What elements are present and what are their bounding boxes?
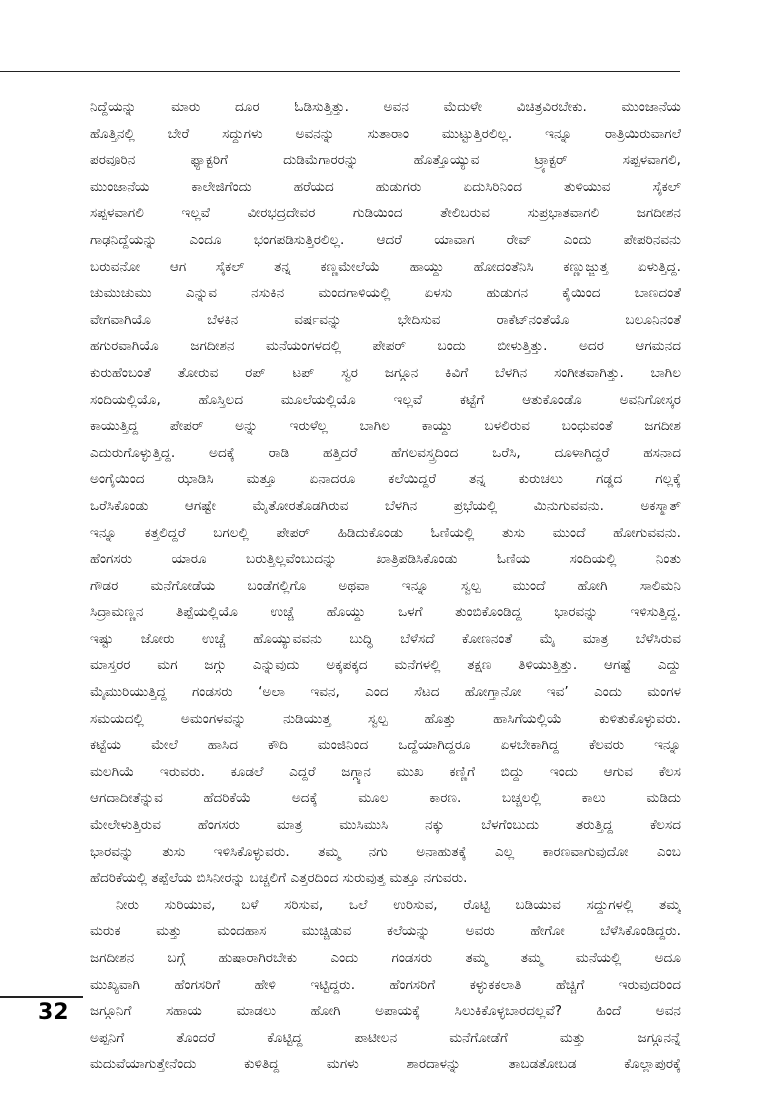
text-line: ನಿದ್ದೆಯನ್ನು ಮಾರು ದೂರ ಓಡಿಸುತ್ತಿತ್ತು. ಅವನ ಮೆದುಳೇ ವಿಚಿತ್ರವಿರಬೇಕು. ಮುಂಜಾನೆಯ (90, 99, 681, 115)
text-line: ಹೆದರಿಕೆಯಲ್ಲಿ ತಪ್ಪೆಲೆಯ ಬಿಸಿನೀರನ್ನು ಬಚ್ಚಲಿಗೆ ಎತ್ತರದಿಂದ ಸುರುವುತ್ತ ಮತ್ತೂ ನಗುವರು. (90, 870, 468, 887)
text-line: ಎದುರುಗೊಳ್ಳುತ್ತಿದ್ದ. ಅದಕ್ಕೆ ರಾಡಿ ಹತ್ತಿದರೆ ಹೆಗಲವಸ್ತ್ರದಿಂದ ಒರೆಸಿ, ದೂಳಾಗಿದ್ದರೆ ಹಸನಾದ (90, 444, 681, 461)
text-line: ಕುರುಹೆಂಬಂತೆ ತೋರುವ ರಪ್ ಟಪ್ ಸ್ವರ ಜಗ್ಗೂನ ಕಿವಿಗೆ ಬೆಳಗಿನ ಸಂಗೀತವಾಗಿತ್ತು. ಬಾಗಿಲ (90, 364, 681, 381)
text-line: ಸಪ್ಪಳವಾಗಲಿ ಇಲ್ಲವೆ ವೀರಭದ್ರದೇವರ ಗುಡಿಯಿಂದ ತೇಲಿಬರುವ ಸುಪ್ರಭಾತವಾಗಲಿ ಜಗದೀಶನ (90, 205, 681, 222)
text-line: ಹೊತ್ತಿನಲ್ಲಿ ಬೇರೆ ಸದ್ದುಗಳು ಅವನನ್ನು ಸುತಾರಾಂ ಮುಟ್ಟುತ್ತಿರಲಿಲ್ಲ. ಇನ್ನೂ ರಾತ್ರಿಯಿರುವಾಗಲೆ (90, 125, 681, 142)
text-line: ಸಮಯದಲ್ಲಿ ಅಮಂಗಳವನ್ನು ನುಡಿಯುತ್ತ ಸ್ವಲ್ಪ ಹೊತ್ತು ಹಾಸಿಗೆಯಲ್ಲಿಯೆ ಕುಳಿತುಕೊಳ್ಳುವರು. (90, 710, 681, 727)
paragraph-2 (90, 892, 681, 1078)
text-line: ಅಪ್ಪನಿಗೆ ತೊಂದರೆ ಕೊಟ್ಟಿದ್ದ ಪಾಟೀಲನ ಮನೆಗೋಡೆಗೆ ಮತ್ತು ಜಗ್ಗೂನನ್ನೆ (90, 1029, 681, 1046)
footer-rule (0, 996, 83, 998)
text-line: ಮುಂಜಾನೆಯ ಕಾಲೇಜಿಗೆಂದು ಹರೆಯದ ಹುಡುಗರು ಏದುಸಿರಿನಿಂದ ತುಳಿಯುವ ಸೈಕಲ್ (90, 178, 681, 195)
text-line: ಗಾಢನಿದ್ದೆಯನ್ನು ಎಂದೂ ಭಂಗಪಡಿಸುತ್ತಿರಲಿಲ್ಲ. ಆದರೆ ಯಾವಾಗ ರೇವ್ ಎಂದು ಪೇಪರಿನವನು (90, 231, 681, 248)
paragraph-1 (90, 94, 681, 892)
body-text (90, 94, 681, 1078)
text-line: ನೀರು ಸುರಿಯುವ, ಬಳೆ ಸರಿಸುವ, ಒಲೆ ಉರಿಸುವ, ರೊಟ್ಟಿ ಬಡಿಯುವ ಸದ್ದುಗಳಲ್ಲಿ ತಮ್ಮ (116, 896, 681, 913)
text-line: ಹಗುರವಾಗಿಯೊ ಜಗದೀಶನ ಮನೆಯಂಗಳದಲ್ಲಿ ಪೇಪರ್ ಬಂದು ಬೀಳುತ್ತಿತ್ತು. ಅದರ ಆಗಮನದ (90, 338, 681, 355)
text-line: ಮುಖ್ಯವಾಗಿ ಹೆಂಗಸರಿಗೆ ಹೇಳಿ ಇಟ್ಟಿದ್ದರು. ಹೆಂಗಸರಿಗೆ ಕಳ್ಳುಕಕಲಾತಿ ಹೆಚ್ಚಿಗೆ ಇರುವುದರಿಂದ (90, 976, 681, 993)
text-line: ಭಾರವನ್ನು ತುಸು ಇಳಿಸಿಕೊಳ್ಳುವರು. ತಮ್ಮ ನಗು ಅನಾಹುತಕ್ಕೆ ಎಲ್ಲ ಕಾರಣವಾಗುವುದೋ ಎಂಬ (90, 843, 681, 860)
text-line: ಮಲಗಿಯೆ ಇರುವರು. ಕೂಡಲೆ ಎದ್ದರೆ ಜಗ್ಗ್ಯಾನ ಮುಖ ಕಣ್ಣಿಗೆ ಬಿದ್ದು ಇಂದು ಆಗುವ ಕೆಲಸ (90, 763, 681, 780)
page-number: 32 (38, 1000, 69, 1025)
top-rule (0, 71, 680, 72)
text-line: ಮೈಮುರಿಯುತ್ತಿದ್ದ ಗಂಡಸರು ‘ಅಲಾ ಇವನ, ಎಂದ ಸೆಟದ ಹೋಗ್ತಾನೋ ಇವ’ ಎಂದು ಮಂಗಳ (90, 684, 681, 701)
text-line: ಮೇಲೇಳುತ್ತಿರುವ ಹೆಂಗಸರು ಮಾತ್ರ ಮುಸಿಮುಸಿ ನಕ್ಕು ಬೆಳಗೆಂಬುದು ತರುತ್ತಿದ್ದ ಕೆಲಸದ (90, 817, 681, 834)
text-line: ಪರವೂರಿನ ಫ್ಯಾಕ್ಟರಿಗೆ ದುಡಿಮೆಗಾರರನ್ನು ಹೊತ್ತೊಯ್ಯುವ ಟ್ರ್ಯಾಕ್ಟರ್ ಸಪ್ಪಳವಾಗಲಿ, (90, 152, 681, 169)
text-line: ಜಗ್ಗೂನಿಗೆ ಸಹಾಯ ಮಾಡಲು ಹೋಗಿ ಅಪಾಯಕ್ಕೆ ಸಿಲುಕಿಕೊಳ್ಳಬಾರದಲ್ಲವೆ? ಹಿಂದೆ ಅವನ (90, 1003, 681, 1020)
text-line: ಮದುವೆಯಾಗುತ್ತೇನೆಂದು ಕುಳಿತಿದ್ದ ಮಗಳು ಶಾರದಾಳನ್ನು ತಾಬಡತೋಬಡ ಕೊಲ್ಲಾಪುರಕ್ಕೆ (90, 1056, 681, 1073)
text-line: ಸಿದ್ರಾಮಣ್ಣನ ತಿಪ್ಪೆಯಲ್ಲಿಯೊ ಉಚ್ಚೆ ಹೊಯ್ದು ಒಳಗೆ ತುಂಬಿಕೊಂಡಿದ್ದ ಭಾರವನ್ನು ಇಳಿಸುತ್ತಿದ್ದ. (90, 604, 681, 621)
text-line: ಅಂಗೈಯಿಂದ ಝಾಡಿಸಿ ಮತ್ತೂ ಏನಾದರೂ ಕಲೆಯಿದ್ದರೆ ತನ್ನ ಕುರುಚಲು ಗಡ್ಡದ ಗಲ್ಲಕ್ಕೆ (90, 471, 681, 488)
text-line: ಗೌಡರ ಮನೆಗೋಡೆಯ ಬಂಡೆಗಲ್ಲಿಗೊ ಅಥವಾ ಇನ್ನೂ ಸ್ವಲ್ಪ ಮುಂದೆ ಹೋಗಿ ಸಾಲಿಮನಿ (90, 577, 681, 594)
text-line: ಕಾಯುತ್ತಿದ್ದ ಪೇಪರ್ ಅನ್ನು ಇರುಳೆಲ್ಲ ಬಾಗಿಲ ಕಾಯ್ದು ಬಳಲಿರುವ ಬಂಧುವಂತೆ ಜಗದೀಶ (90, 418, 681, 435)
text-line: ಹೆಂಗಸರು ಯಾರೂ ಬರುತ್ತಿಲ್ಲವೆಂಬುದನ್ನು ಖಾತ್ರಿಪಡಿಸಿಕೊಂಡು ಓಣಿಯ ಸಂದಿಯಲ್ಲಿ ನಿಂತು (90, 551, 681, 568)
text-line: ಆಗದಾದೀತೆನ್ನುವ ಹೆದರಿಕೆಯೆ ಅದಕ್ಕೆ ಮೂಲ ಕಾರಣ. ಬಚ್ಚಲಲ್ಲಿ ಕಾಲು ಮಡಿದು (90, 790, 681, 807)
text-line: ವೇಗವಾಗಿಯೊ ಬೆಳಕಿನ ವರ್ಷವನ್ನು ಭೇದಿಸುವ ರಾಕೆಟ್‌ನಂತೆಯೊ ಬಲೂನಿನಂತೆ (90, 311, 681, 328)
text-line: ಸಂದಿಯಲ್ಲಿಯೊ, ಹೊಸ್ತಿಲದ ಮೂಲೆಯಲ್ಲಿಯೊ ಇಲ್ಲವೆ ಕಟ್ಟೆಗೆ ಆತುಕೊಂಡೊ ಅವನಿಗೋಸ್ಕರ (90, 391, 681, 408)
text-line: ಬರುವನೋ ಆಗ ಸೈಕಲ್ ತನ್ನ ಕಣ್ಣಮೇಲೆಯೆ ಹಾಯ್ದು ಹೋದಂತೆನಿಸಿ ಕಣ್ಣುಜ್ಜುತ್ತ ಏಳುತ್ತಿದ್ದ. (90, 258, 681, 275)
text-line: ಒರೆಸಿಕೊಂಡು ಆಗಷ್ಟೇ ಮೈತೋರತೊಡಗಿರುವ ಬೆಳಗಿನ ಪ್ರಭೆಯಲ್ಲಿ ಮಿನುಗುವವನು. ಅಕಸ್ಮಾತ್ (90, 497, 681, 514)
text-line: ಇಷ್ಟು ಜೋರು ಉಚ್ಚೆ ಹೊಯ್ಯುವವನು ಬುದ್ಧಿ ಬೆಳೆಸದೆ ಕೋಣನಂತೆ ಮೈ ಮಾತ್ರ ಬೆಳೆಸಿರುವ (90, 630, 681, 647)
text-line: ಇನ್ನೂ ಕತ್ತಲಿದ್ದರೆ ಬಗಲಲ್ಲಿ ಪೇಪರ್ ಹಿಡಿದುಕೊಂಡು ಓಣಿಯಲ್ಲಿ ತುಸು ಮುಂದೆ ಹೋಗುವವನು. (90, 524, 681, 541)
text-line: ಮರುಕ ಮತ್ತು ಮಂದಹಾಸ ಮುಚ್ಚಿಡುವ ಕಲೆಯನ್ನು ಅವರು ಹೇಗೋ ಬೆಳೆಸಿಕೊಂಡಿದ್ದರು. (90, 923, 681, 940)
text-line: ಜಗದೀಶನ ಬಗ್ಗೆ ಹುಷಾರಾಗಿರಬೇಕು ಎಂದು ಗಂಡಸರು ತಮ್ಮ ತಮ್ಮ ಮನೆಯಲ್ಲಿ ಅದೂ (90, 950, 681, 966)
text-line: ಚುಮುಚುಮು ಎನ್ನುವ ನಸುಕಿನ ಮಂದಗಾಳಿಯಲ್ಲಿ ಏಳಸು ಹುಡುಗನ ಕೈಯಿಂದ ಬಾಣದಂತೆ (90, 285, 681, 302)
text-line: ಮಾಸ್ತರರ ಮಗ ಜಗ್ಗು ಎನ್ನುವುದು ಅಕ್ಕಪಕ್ಕದ ಮನೆಗಳಲ್ಲಿ ತಕ್ಷಣ ತಿಳಿಯುತ್ತಿತ್ತು. ಆಗಷ್ಟೆ ಎದ್ದು (90, 657, 681, 674)
text-line: ಕಟ್ಟೆಯ ಮೇಲೆ ಹಾಸಿದ ಕೌದಿ ಮಂಜಿನಿಂದ ಒದ್ದೆಯಾಗಿದ್ದರೂ ಏಳಬೇಕಾಗಿದ್ದ ಕೆಲವರು ಇನ್ನೂ (90, 737, 681, 754)
